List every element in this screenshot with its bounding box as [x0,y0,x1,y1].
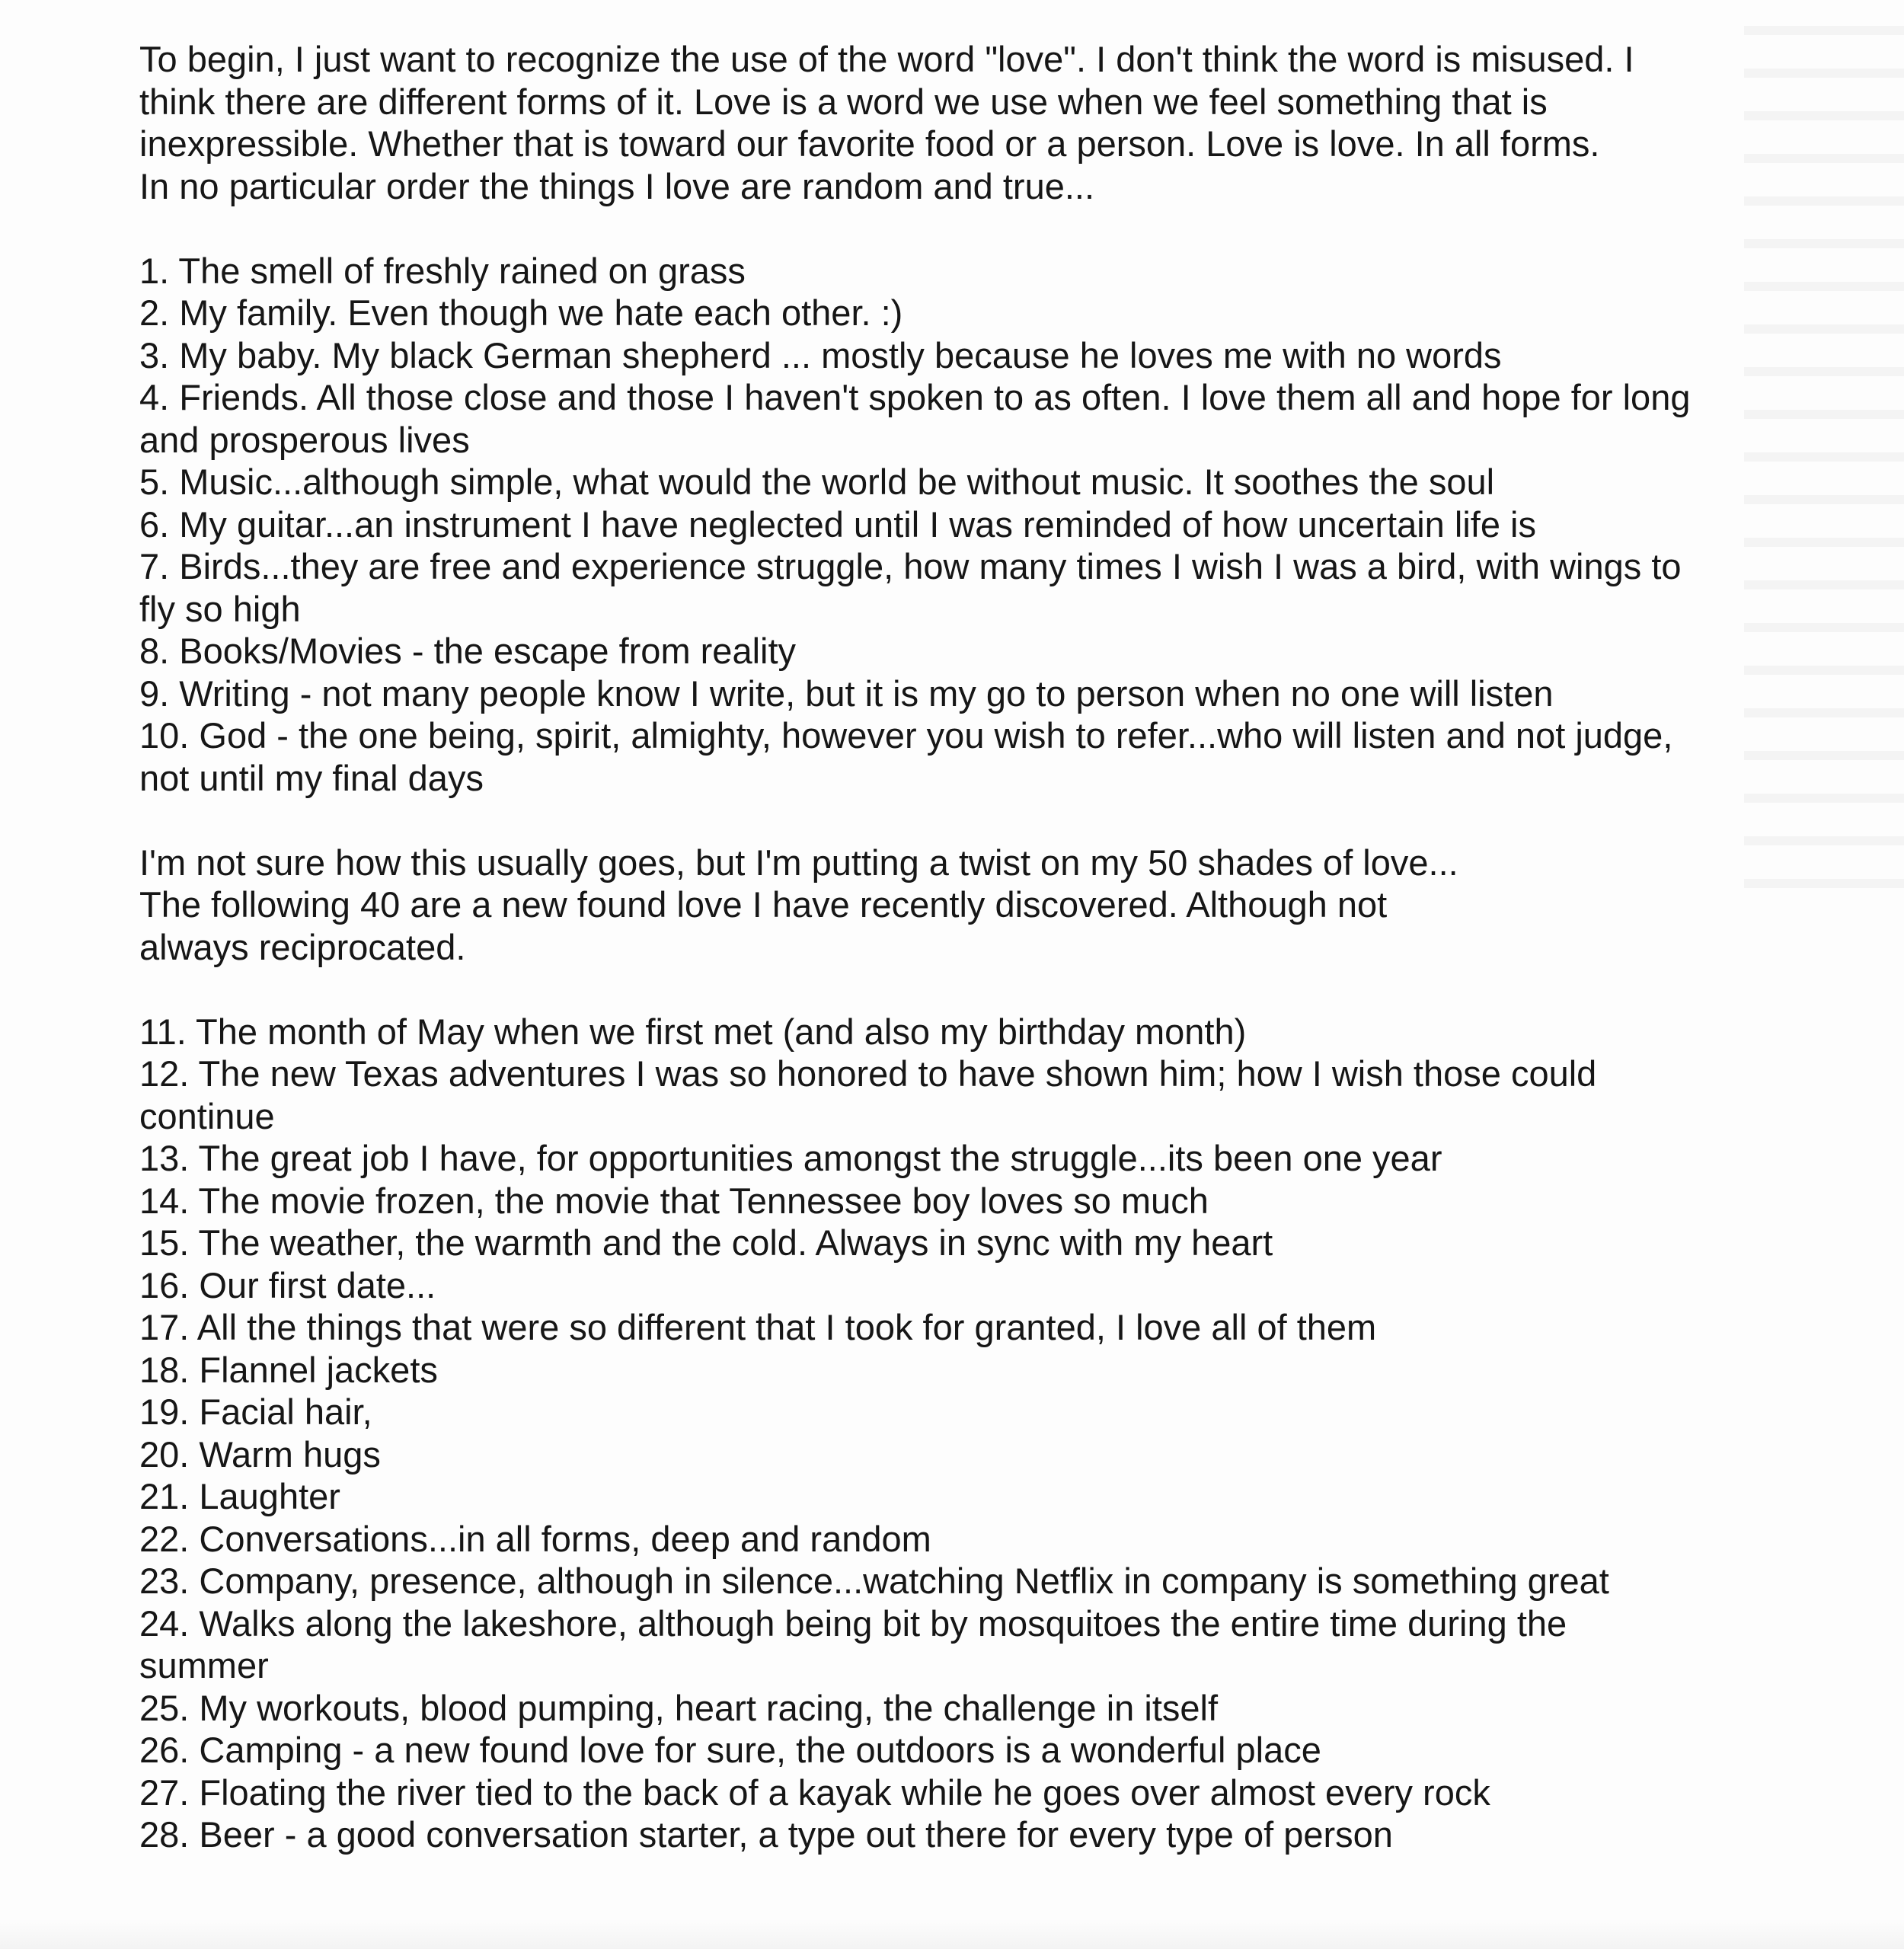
transition-line: I'm not sure how this usually goes, but I'm putting a twist on my 50 shades of love... [139,842,1458,883]
list-item: 17. All the things that were so different that I took for granted, I love all of them [139,1307,1377,1347]
page-bottom-edge [0,1919,1904,1949]
list-item: 15. The weather, the warmth and the cold. Always in sync with my heart [139,1222,1273,1263]
list-item-continuation: not until my final days [139,757,484,798]
intro-line: think there are different forms of it. Love is a word we use when we feel something that is [139,81,1548,122]
spacer [139,968,1784,1011]
list-item: 10. God - the one being, spirit, almighty, however you wish to refer...who will listen and not judge, [139,715,1673,756]
list-item: 16. Our first date... [139,1264,436,1305]
list-item: 11. The month of May when we first met (and also my birthday month) [139,1011,1247,1052]
intro-line: In no particular order the things I love are random and true... [139,165,1095,206]
list-item: 23. Company, presence, although in silence...watching Netflix in company is something great [139,1561,1609,1601]
list-item: 27. Floating the river tied to the back of a kayak while he goes over almost every rock [139,1772,1490,1813]
list-item: 21. Laughter [139,1476,340,1516]
list-item: 18. Flannel jackets [139,1349,438,1390]
love-list-part-2 [139,1011,1784,1856]
list-item: 4. Friends. All those close and those I haven't spoken to as often. I love them all and hope for long [139,377,1691,417]
list-item-continuation: continue [139,1095,275,1136]
list-item-continuation: and prosperous lives [139,419,470,460]
list-item: 22. Conversations...in all forms, deep and random [139,1518,931,1559]
list-item: 5. Music...although simple, what would the world be without music. It soothes the soul [139,462,1495,502]
list-item: 14. The movie frozen, the movie that Tennessee boy loves so much [139,1180,1209,1221]
intro-paragraph [139,38,1784,207]
list-item: 7. Birds...they are free and experience struggle, how many times I wish I was a bird, with wings to [139,546,1682,586]
spacer [139,207,1784,250]
transition-line: The following 40 are a new found love I have recently discovered. Although not [139,884,1388,925]
list-item: 24. Walks along the lakeshore, although being bit by mosquitoes the entire time during the [139,1602,1567,1644]
love-list-part-1 [139,250,1784,800]
intro-line: To begin, I just want to recognize the use of the word "love". I don't think the word is misused. I [139,39,1634,79]
document-body [139,38,1784,1856]
list-item: 3. My baby. My black German shepherd ... mostly because he loves me with no words [139,334,1502,375]
list-item: 6. My guitar...an instrument I have neglected until I was reminded of how uncertain life is [139,503,1536,545]
transition-line: always reciprocated. [139,926,466,967]
list-item-continuation: summer [139,1645,269,1685]
list-item: 26. Camping - a new found love for sure, the outdoors is a wonderful place [139,1730,1321,1770]
list-item-continuation: fly so high [139,588,301,629]
list-item: 2. My family. Even though we hate each other. :) [139,292,903,333]
list-item: 12. The new Texas adventures I was so honored to have shown him; how I wish those could [139,1053,1597,1094]
list-item: 9. Writing - not many people know I write, but it is my go to person when no one will listen [139,673,1554,714]
list-item: 13. The great job I have, for opportunities amongst the struggle...its been one year [139,1138,1442,1178]
transition-paragraph [139,842,1784,969]
list-item: 28. Beer - a good conversation starter, a type out there for every type of person [139,1814,1393,1855]
list-item: 20. Warm hugs [139,1433,381,1475]
list-item: 25. My workouts, blood pumping, heart racing, the challenge in itself [139,1687,1219,1728]
list-item: 8. Books/Movies - the escape from reality [139,631,797,671]
list-item: 19. Facial hair, [139,1391,372,1432]
spacer [139,799,1784,842]
intro-line: inexpressible. Whether that is toward our favorite food or a person. Love is love. In all forms. [139,123,1600,164]
list-item: 1. The smell of freshly rained on grass [139,250,746,291]
